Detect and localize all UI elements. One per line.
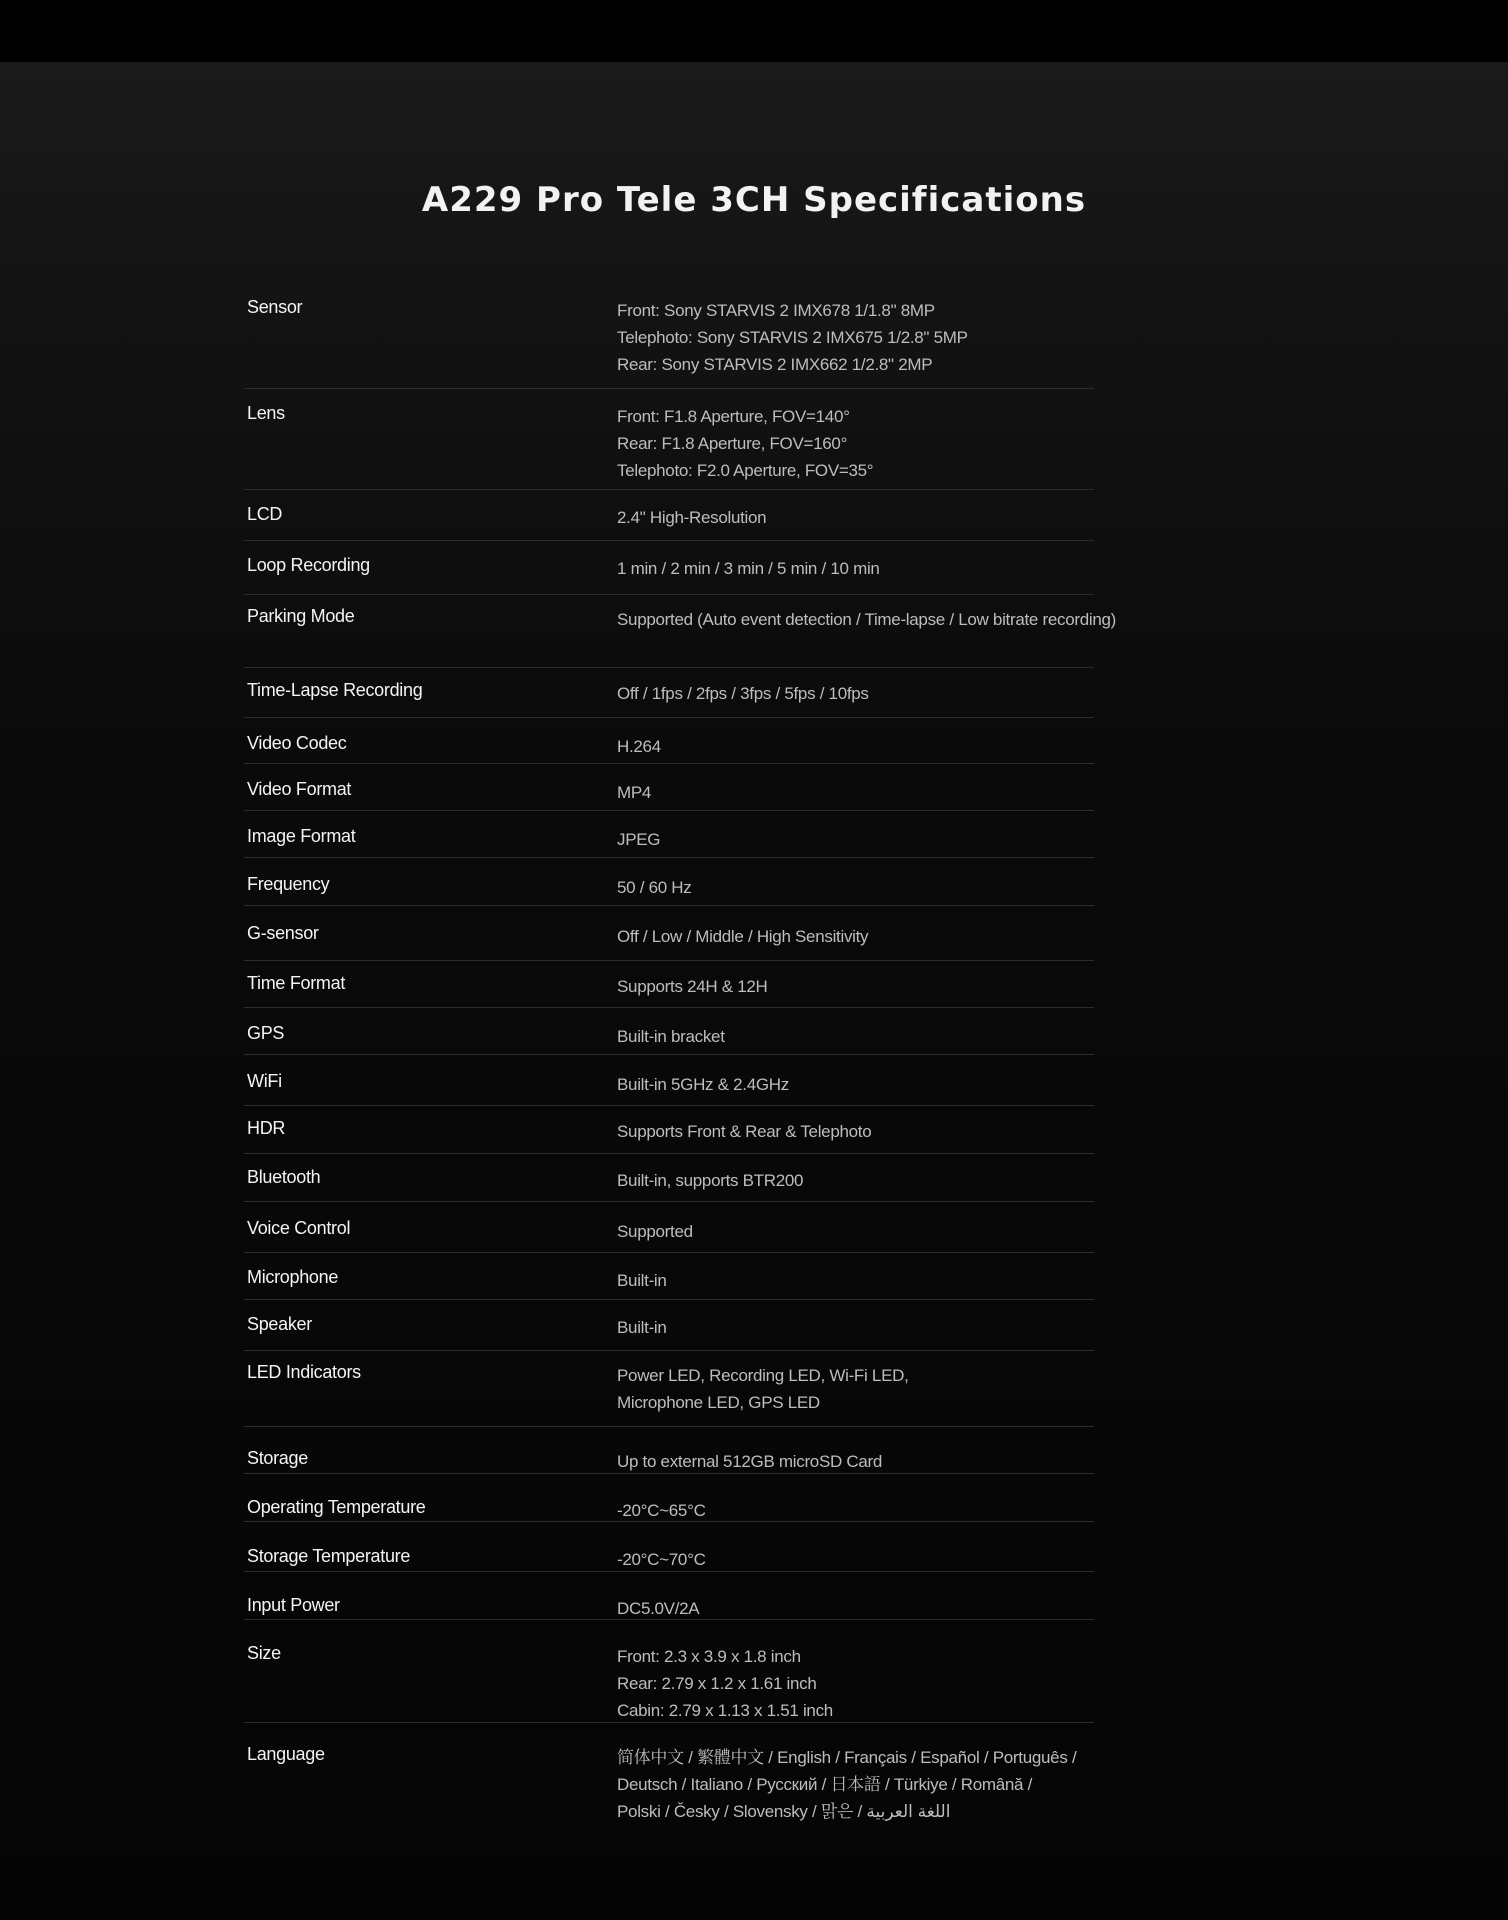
spec-value <box>617 297 968 378</box>
spec-label: WiFi <box>247 1071 282 1091</box>
spec-value <box>617 1546 706 1573</box>
spec-label: Time-Lapse Recording <box>247 680 423 700</box>
spec-value <box>617 606 1116 633</box>
spec-value-line: Front: F1.8 Aperture, FOV=140° <box>617 407 850 426</box>
spec-value <box>617 1118 871 1145</box>
row-divider <box>244 1201 1094 1202</box>
spec-label: Lens <box>247 403 285 423</box>
spec-value-line: DC5.0V/2A <box>617 1599 700 1618</box>
spec-value-line: MP4 <box>617 783 652 802</box>
spec-label: Storage Temperature <box>247 1546 411 1566</box>
row-divider <box>244 1722 1094 1723</box>
spec-value-line: 1 min / 2 min / 3 min / 5 min / 10 min <box>617 559 880 578</box>
row-divider <box>244 540 1094 541</box>
spec-value-line: Supported (Auto event detection / Time-lapse / Low bitrate recording) <box>617 610 1117 629</box>
spec-value <box>617 1643 833 1724</box>
spec-value-line: Built-in <box>617 1271 667 1290</box>
spec-value <box>617 1448 882 1475</box>
spec-value <box>617 1267 667 1294</box>
row-divider <box>244 905 1094 906</box>
spec-value <box>617 923 868 950</box>
spec-label: LCD <box>247 504 283 524</box>
spec-label: Speaker <box>247 1314 312 1334</box>
spec-value <box>617 504 766 531</box>
page-title: A229 Pro Tele 3CH Specifications <box>421 180 1087 220</box>
spec-value-line: Rear: 2.79 x 1.2 x 1.61 inch <box>617 1674 817 1693</box>
spec-label: Image Format <box>247 826 356 846</box>
row-divider <box>244 857 1094 858</box>
spec-value <box>617 403 873 484</box>
spec-value-line: Off / Low / Middle / High Sensitivity <box>617 927 869 946</box>
row-divider <box>244 1473 1094 1474</box>
spec-value-line: -20°C~70°C <box>617 1550 706 1569</box>
spec-value-line: Deutsch / Italiano / Русский / 日本語 / Türkiye / Română / <box>617 1775 1033 1794</box>
spec-label: Microphone <box>247 1267 339 1287</box>
row-divider <box>244 388 1094 389</box>
row-divider <box>244 1350 1094 1351</box>
row-divider <box>244 1007 1094 1008</box>
spec-value <box>617 1497 706 1524</box>
spec-value-line: Built-in, supports BTR200 <box>617 1171 804 1190</box>
row-divider <box>244 717 1094 718</box>
spec-label: Sensor <box>247 297 303 317</box>
spec-label: Video Format <box>247 779 352 799</box>
spec-label: LED Indicators <box>247 1362 361 1382</box>
spec-value-line: Built-in <box>617 1318 667 1337</box>
spec-value <box>617 733 661 760</box>
spec-value <box>617 1314 667 1341</box>
spec-value <box>617 1218 693 1245</box>
row-divider <box>244 1054 1094 1055</box>
spec-value-line: JPEG <box>617 830 661 849</box>
row-divider <box>244 1521 1094 1522</box>
spec-value-line: Telephoto: Sony STARVIS 2 IMX675 1/2.8" 5MP <box>617 328 968 347</box>
spec-label: Input Power <box>247 1595 340 1615</box>
spec-value <box>617 826 660 853</box>
spec-value-line: Rear: Sony STARVIS 2 IMX662 1/2.8" 2MP <box>617 355 933 374</box>
spec-value-line: Off / 1fps / 2fps / 3fps / 5fps / 10fps <box>617 684 869 703</box>
spec-label: Operating Temperature <box>247 1497 426 1517</box>
spec-value-line: Built-in 5GHz & 2.4GHz <box>617 1075 789 1094</box>
spec-value <box>617 555 880 582</box>
spec-value <box>617 1362 909 1416</box>
spec-value <box>617 1071 789 1098</box>
spec-value-line: Microphone LED, GPS LED <box>617 1393 820 1412</box>
row-divider <box>244 960 1094 961</box>
row-divider <box>244 1252 1094 1253</box>
spec-value <box>617 680 869 707</box>
spec-value-line: Telephoto: F2.0 Aperture, FOV=35° <box>617 461 874 480</box>
row-divider <box>244 489 1094 490</box>
spec-label: Size <box>247 1643 281 1663</box>
row-divider <box>244 1571 1094 1572</box>
spec-value-line: Supports Front & Rear & Telephoto <box>617 1122 872 1141</box>
spec-label: HDR <box>247 1118 286 1138</box>
row-divider <box>244 1105 1094 1106</box>
spec-label: Storage <box>247 1448 308 1468</box>
row-divider <box>244 594 1094 595</box>
row-divider <box>244 667 1094 668</box>
spec-label: Bluetooth <box>247 1167 321 1187</box>
spec-value <box>617 1744 1076 1825</box>
spec-label: Language <box>247 1744 325 1764</box>
spec-value-line: Up to external 512GB microSD Card <box>617 1452 883 1471</box>
spec-label: Time Format <box>247 973 346 993</box>
spec-value-line: 50 / 60 Hz <box>617 878 692 897</box>
spec-value-line: Power LED, Recording LED, Wi-Fi LED, <box>617 1366 909 1385</box>
spec-value <box>617 779 651 806</box>
spec-value-line: -20°C~65°C <box>617 1501 706 1520</box>
row-divider <box>244 1426 1094 1427</box>
spec-label: GPS <box>247 1023 285 1043</box>
row-divider <box>244 810 1094 811</box>
row-divider <box>244 1299 1094 1300</box>
spec-value <box>617 874 692 901</box>
spec-value <box>617 1167 803 1194</box>
spec-value <box>617 1595 699 1622</box>
spec-value-line: Rear: F1.8 Aperture, FOV=160° <box>617 434 848 453</box>
spec-value-line: Polski / Česky / Slovensky / 맑은 / اللغة العربية <box>617 1802 951 1821</box>
row-divider <box>244 763 1094 764</box>
row-divider <box>244 1153 1094 1154</box>
spec-value-line: Front: Sony STARVIS 2 IMX678 1/1.8" 8MP <box>617 301 935 320</box>
spec-label: G-sensor <box>247 923 319 943</box>
spec-value-line: H.264 <box>617 737 661 756</box>
spec-label: Video Codec <box>247 733 347 753</box>
spec-value-line: 简体中文 / 繁體中文 / English / Français / Español / Português / <box>617 1748 1077 1767</box>
row-divider <box>244 1619 1094 1620</box>
spec-value-line: Front: 2.3 x 3.9 x 1.8 inch <box>617 1647 801 1666</box>
spec-label: Loop Recording <box>247 555 370 575</box>
spec-label: Frequency <box>247 874 330 894</box>
spec-value <box>617 1023 725 1050</box>
spec-value-line: Supports 24H & 12H <box>617 977 768 996</box>
spec-value-line: 2.4" High-Resolution <box>617 508 767 527</box>
spec-value <box>617 973 768 1000</box>
spec-value-line: Supported <box>617 1222 693 1241</box>
spec-label: Voice Control <box>247 1218 351 1238</box>
spec-value-line: Built-in bracket <box>617 1027 725 1046</box>
spec-value-line: Cabin: 2.79 x 1.13 x 1.51 inch <box>617 1701 833 1720</box>
spec-label: Parking Mode <box>247 606 355 626</box>
